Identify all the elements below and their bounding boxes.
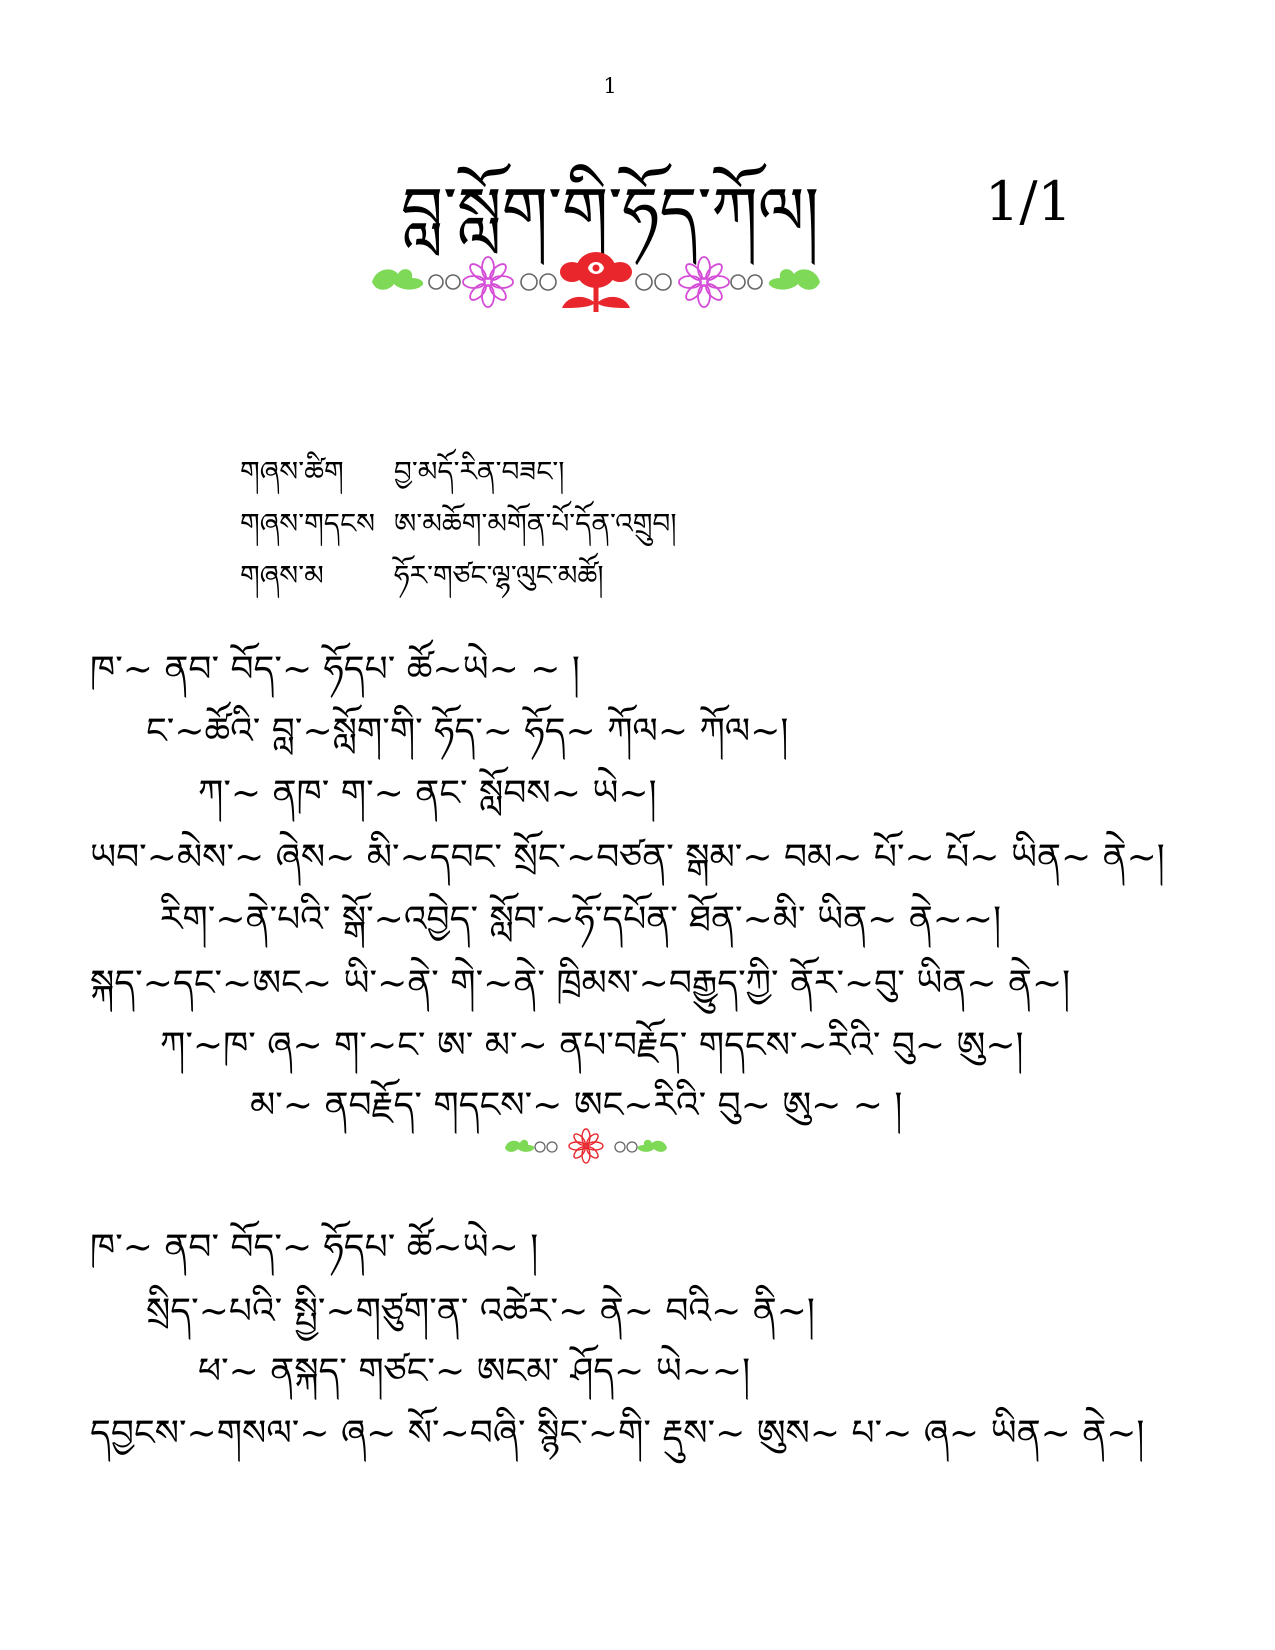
song-index: 1/1 [985, 170, 1072, 233]
leaf-icon [372, 269, 423, 290]
song-title: བླ་སློག་གི་ཧོད་ཀོལ། [400, 173, 820, 250]
ring-icon [731, 275, 762, 289]
page-number: 1 [603, 74, 617, 98]
lyric-line: སྐད་~དང་~ཨང~ ཡི་~ནེ་ གེ་~ནེ་ ཁྲིམས་~བརྒྱུད་ཀྱི་ ནོར་~བུ་ ཡིན~ ནེ~། [90, 963, 1071, 1004]
credit-label: གཞས་ཚིག [240, 455, 344, 488]
lyric-line: ཕ་~ ནསྐད་ གཙང་~ ཨངམ་ ཤོད~ ཡེ~~། [198, 1351, 751, 1392]
lyric-line: ཁ་~ ནབ་ བོད་~ ཧོདཔ་ ཚོ~ཡེ~ ། [90, 1227, 539, 1268]
lyric-line: ཀ་~ཁ་ ཞ~ ག་~ང་ ཨ་ མ་~ ནཔ་བརྗོད་ གདངས་~རིའི་ བུ~ ཨུ~། [160, 1025, 1024, 1066]
ring-icon [615, 1142, 637, 1152]
credit-value: བྱ་མདོ་རིན་བཟང་། [393, 455, 565, 488]
flower-icon [463, 257, 513, 307]
lyric-line: དབྱངས་~གསལ་~ ཞ~ སོ་~བཞི་ སྙིང་~གི་ རྡུས་~ ཨུས~ པ་~ ཞ~ ཡིན~ ནེ~། [90, 1413, 1145, 1454]
leaf-icon [769, 269, 820, 290]
ring-icon [636, 274, 671, 290]
lyric-line: ང་~ཚོའི་ བླ་~སློག་གི་ ཧོད་~ ཧོད~ ཀོལ~ ཀོལ~། [146, 711, 789, 752]
lyric-line: ཁ་~ ནབ་ བོད་~ ཧོདཔ་ ཚོ~ཡེ~ ~ ། [90, 649, 580, 690]
ring-icon [535, 1142, 557, 1152]
credit-value: ཨ་མཆོག་མགོན་པོ་དོན་འགྲུབ། [393, 507, 677, 540]
lyric-line: ཀ་~ ནཁ་ ག་~ ནང་ སློབས~ ཡེ~། [198, 773, 657, 814]
ring-icon [521, 274, 556, 290]
credit-row-singer [240, 544, 604, 623]
lyric-line: རིག་~ནེ་པའི་ སྒོ་~འབྱེད་ སློབ་~ཧོ་དཔོན་ ཐོན་~མི་ ཡིན~ ནེ~~། [160, 899, 1002, 940]
lyric-line: སྲིད་~པའི་ སྤྱི་~གཙུག་ན་ འཚེར་~ ནེ~ བའི~ ནི~། [146, 1291, 815, 1332]
flower-icon [569, 1129, 603, 1163]
leaf-icon [505, 1140, 534, 1152]
credit-value: ཧོར་གཙང་ལྷ་ལུང་མཚོ། [393, 559, 604, 592]
floral-ornament-large [366, 244, 826, 316]
lyric-line: ཡབ་~མེས་~ ཞེས~ མི་~དབང་ སྲོང་~བཙན་ སྒམ་~ བམ~ པོ་~ པོ~ ཡིན~ ནེ~། [90, 837, 1165, 878]
floral-ornament-small [502, 1126, 670, 1166]
lyric-line: མ་~ ནབརྗོད་ གདངས་~ ཨང~རིའི་ བུ~ ཨུ~ ~ ། [250, 1085, 903, 1126]
credit-label: གཞས་མ [240, 559, 324, 592]
flower-icon [679, 257, 729, 307]
ring-icon [429, 275, 460, 289]
credit-label: གཞས་གདངས [240, 507, 376, 540]
leaf-icon [638, 1140, 667, 1152]
rose-icon [560, 252, 632, 312]
